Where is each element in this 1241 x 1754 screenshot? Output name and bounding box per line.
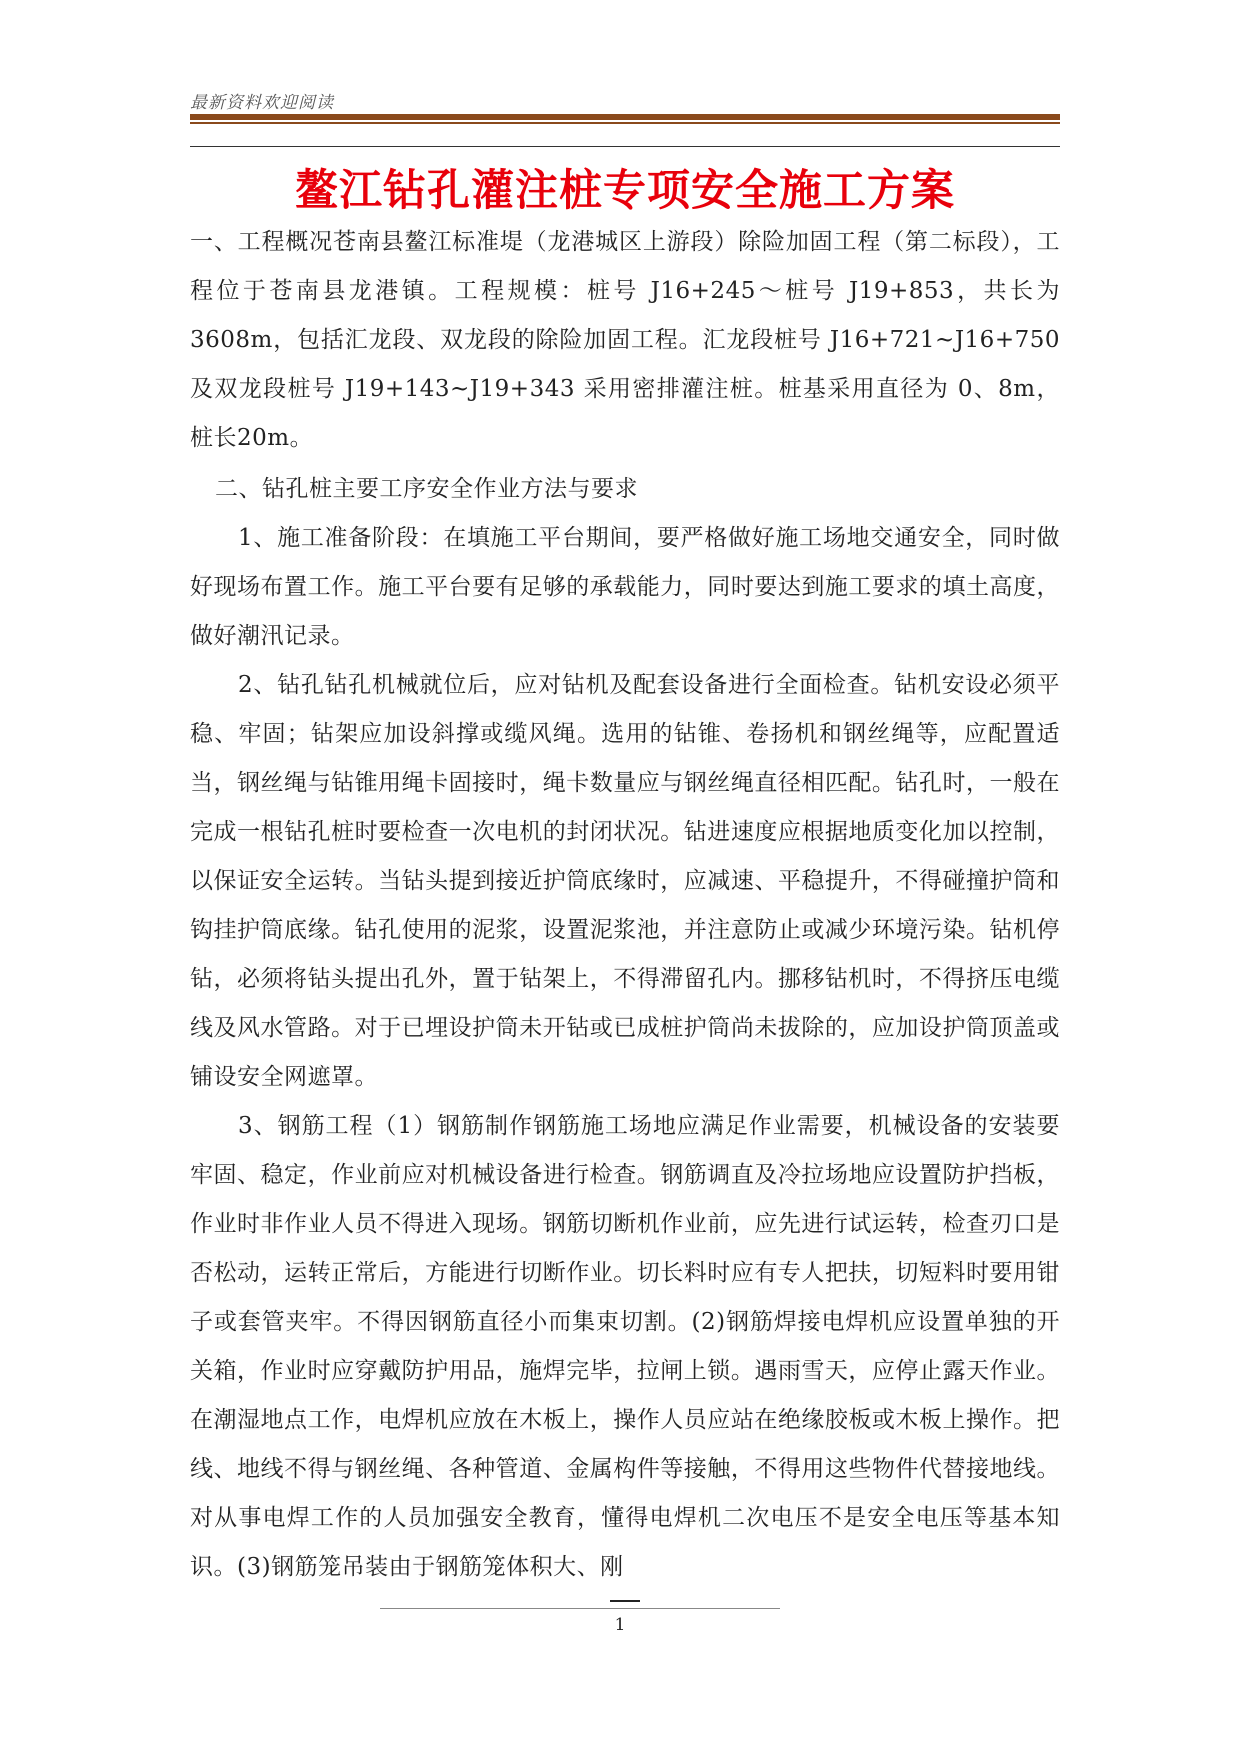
paragraph-section-2-heading: 二、钻孔桩主要工序安全作业方法与要求 xyxy=(215,476,638,502)
page-header-text: 最新资料欢迎阅读 xyxy=(190,93,334,113)
top-rule xyxy=(190,146,1060,147)
footer-rule xyxy=(380,1608,780,1609)
header-rule-thick xyxy=(190,114,1060,120)
footer-mark xyxy=(610,1600,640,1602)
document-body xyxy=(190,218,1060,1592)
paragraph-rebar: 3、钢筋工程（1）钢筋制作钢筋施工场地应满足作业需要，机械设备的安装要牢固、稳定，作业前应对机械设备进行检查。钢筋调直及冷拉场地应设置防护挡板，作业时非作业人员不得进入现场。钢筋切断机作业前，应先进行试运转，检查刃口是否松动，运转正常后，方能进行切断作业。切长料时应有专人把扶，切短料时要用钳子或套管夹牢。不得因钢筋直径小而集束切割。(2)钢筋焊接电焊机应设置单独的开关箱，作业时应穿戴防护用品，施焊完毕，拉闸上锁。遇雨雪天，应停止露天作业。在潮湿地点工作，电焊机应放在木板上，操作人员应站在绝缘胶板或木板上操作。把线、地线不得与钢丝绳、各种管道、金属构件等接触，不得用这些物件代替接地线。对从事电焊工作的人员加强安全教育，懂得电焊机二次电压不是安全电压等基本知识。(3)钢筋笼吊装由于钢筋笼体积大、刚 xyxy=(190,1113,1060,1580)
header-rule-thin xyxy=(190,122,1060,124)
paragraph-preparation: 1、施工准备阶段：在填施工平台期间，要严格做好施工场地交通安全，同时做好现场布置工作。施工平台要有足够的承载能力，同时要达到施工要求的填土高度，做好潮汛记录。 xyxy=(190,525,1060,649)
paragraph-overview: 一、工程概况苍南县鳌江标准堤（龙港城区上游段）除险加固工程（第二标段），工程位于苍南县龙港镇。工程规模：桩号 J16+245～桩号 J19+853，共长为3608m，包括汇龙段、双龙段的除险加固工程。汇龙段桩号 J16+721~J16+750 及双龙段桩号 J19+143~J19+343 采用密排灌注桩。桩基采用直径为 0、8m，桩长20m。 xyxy=(190,229,1060,451)
page-number: 1 xyxy=(614,1615,626,1635)
document-title: 鳌江钻孔灌注桩专项安全施工方案 xyxy=(295,166,955,216)
paragraph-drilling: 2、钻孔钻孔机械就位后，应对钻机及配套设备进行全面检查。钻机安设必须平稳、牢固；钻架应加设斜撑或缆风绳。选用的钻锥、卷扬机和钢丝绳等，应配置适当，钢丝绳与钻锥用绳卡固接时，绳卡数量应与钢丝绳直径相匹配。钻孔时，一般在完成一根钻孔桩时要检查一次电机的封闭状况。钻进速度应根据地质变化加以控制，以保证安全运转。当钻头提到接近护筒底缘时，应减速、平稳提升，不得碰撞护筒和钩挂护筒底缘。钻孔使用的泥浆，设置泥浆池，并注意防止或减少环境污染。钻机停钻，必须将钻头提出孔外，置于钻架上，不得滞留孔内。挪移钻机时，不得挤压电缆线及风水管路。对于已埋设护筒未开钻或已成桩护筒尚未拔除的，应加设护筒顶盖或铺设安全网遮罩。 xyxy=(190,672,1060,1090)
